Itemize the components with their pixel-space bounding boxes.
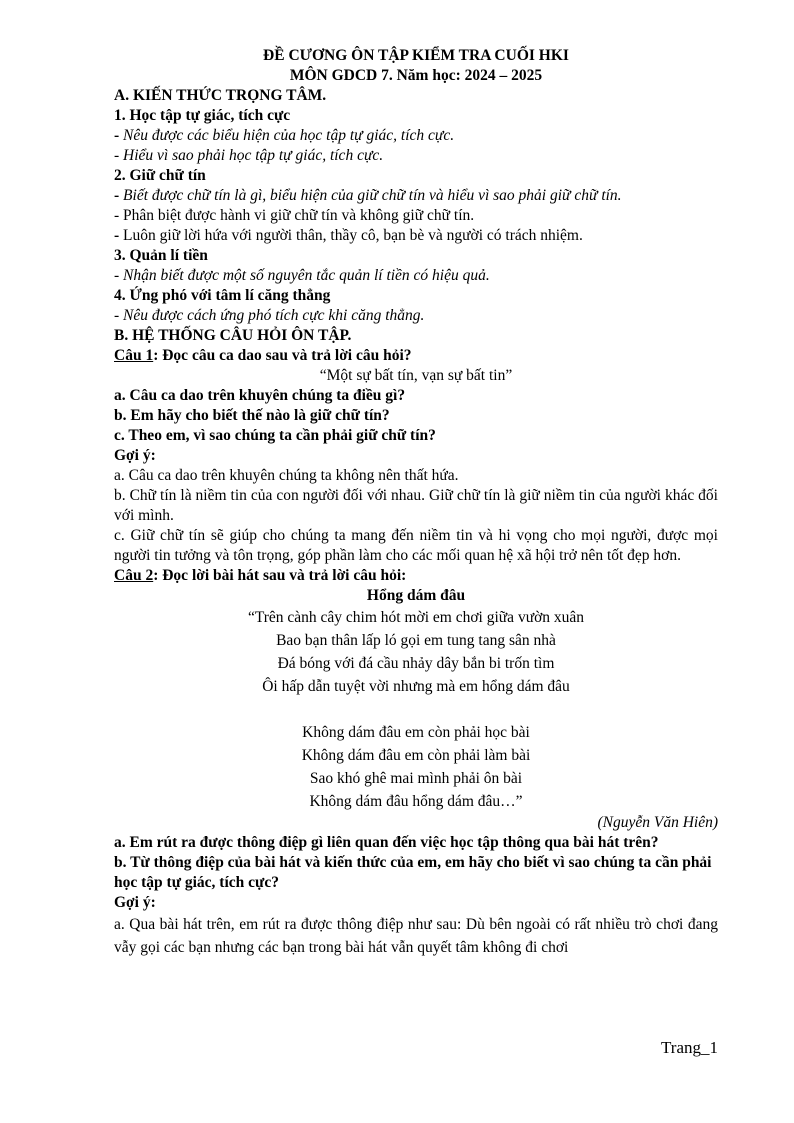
- question-2-answer-a: a. Qua bài hát trên, em rút ra được thông điệp như sau: Dù bên ngoài có rất nhiều trò chơi đang vẫy gọi các bạn nhưng các bạn trong bài hát vẫn quyết tâm không đi chơi: [114, 916, 718, 956]
- stanza-gap: [114, 698, 718, 721]
- question-2-prompt-text: : Đọc lời bài hát sau và trả lời câu hỏi:: [153, 567, 407, 584]
- topic-1-line-1-text: Nêu được các biểu hiện của học tập tự giác, tích cực.: [123, 127, 455, 144]
- topic-2-line-3: [114, 226, 718, 246]
- question-1-answer-a: a. Câu ca dao trên khuyên chúng ta không nên thất hứa.: [114, 467, 459, 484]
- song-line: Bao bạn thân lấp ló gọi em tung tang sân nhà: [276, 632, 556, 649]
- topic-2-line-2: - Phân biệt được hành vi giữ chữ tín và không giữ chữ tín.: [114, 207, 475, 224]
- question-1-part-b: b. Em hãy cho biết thế nào là giữ chữ tín?: [114, 407, 390, 424]
- question-1-quote: “Một sự bất tín, vạn sự bất tin”: [319, 367, 513, 384]
- question-2-prompt: [114, 566, 718, 586]
- document-subtitle: MÔN GDCD 7. Năm học: 2024 – 2025: [289, 67, 543, 84]
- question-1-part-c: c. Theo em, vì sao chúng ta cần phải giữ chữ tín?: [114, 427, 436, 444]
- topic-2-line-1: [114, 186, 718, 206]
- song-lyrics: [114, 586, 718, 813]
- question-1-answer-c: c. Giữ chữ tín sẽ giúp cho chúng ta mang đến niềm tin và hi vọng cho mọi người, được mọi người tin tưởng và tôn trọng, góp phần làm cho các mối quan hệ xã hội trở nên tốt đẹp hơn.: [114, 527, 718, 564]
- topic-2-line-1-text: Biết được chữ tín là gì, biểu hiện của giữ chữ tín và hiểu vì sao phải giữ chữ tín.: [123, 187, 622, 204]
- song-title: Hổng dám đâu: [366, 587, 466, 604]
- question-2-part-a: a. Em rút ra được thông điệp gì liên quan đến việc học tập thông qua bài hát trên?: [114, 834, 659, 851]
- document-page: [114, 46, 718, 959]
- topic-2-line-3-text: Luôn giữ lời hứa với người thân, thầy cô, bạn bè và người có trách nhiệm.: [123, 227, 583, 244]
- song-author: (Nguyễn Văn Hiên): [597, 814, 718, 831]
- dash: -: [114, 187, 124, 204]
- topic-1-heading: 1. Học tập tự giác, tích cực: [114, 107, 291, 124]
- song-line: Không dám đâu em còn phải làm bài: [301, 747, 531, 764]
- topic-3-heading: 3. Quản lí tiền: [114, 247, 208, 264]
- question-1-hint-label: Gợi ý:: [114, 447, 156, 464]
- song-line: Không dám đâu em còn phải học bài: [302, 724, 530, 741]
- question-2-part-b: b. Từ thông điệp của bài hát và kiến thức của em, em hãy cho biết vì sao chúng ta cần phải học tập tự giác, tích cực?: [114, 854, 712, 891]
- question-1-label: Câu 1: [114, 347, 154, 364]
- song-line: “Trên cành cây chim hót mời em chơi giữa vườn xuân: [247, 609, 585, 626]
- question-2-label: Câu 2: [114, 567, 154, 584]
- question-1-part-a: a. Câu ca dao trên khuyên chúng ta điều gì?: [114, 387, 406, 404]
- topic-3-line-1: - Nhận biết được một số nguyên tắc quản lí tiền có hiệu quả.: [114, 267, 490, 284]
- question-1-prompt-text: : Đọc câu ca dao sau và trả lời câu hỏi?: [153, 347, 412, 364]
- page-number: Trang_1: [661, 1038, 718, 1057]
- topic-1-line-1: [114, 126, 718, 146]
- question-1-answer-b: b. Chữ tín là niềm tin của con người đối với nhau. Giữ chữ tín là giữ niềm tin của người khác đối với mình.: [114, 487, 718, 524]
- dash: -: [114, 227, 124, 244]
- section-a-heading: A. KIẾN THỨC TRỌNG TÂM.: [114, 87, 327, 104]
- song-line: Sao khó ghê mai mình phải ôn bài: [309, 770, 523, 787]
- document-title: ĐỀ CƯƠNG ÔN TẬP KIỂM TRA CUỐI HKI: [263, 47, 569, 64]
- topic-1-line-2: - Hiểu vì sao phải học tập tự giác, tích cực.: [114, 147, 384, 164]
- question-1-prompt: [114, 346, 718, 366]
- question-2-hint-label: Gợi ý:: [114, 894, 156, 911]
- topic-4-heading: 4. Ứng phó với tâm lí căng thẳng: [114, 287, 331, 304]
- song-line: Đá bóng với đá cầu nhảy dây bắn bi trốn tìm: [277, 655, 555, 672]
- dash: -: [114, 127, 124, 144]
- topic-4-line-1: - Nêu được cách ứng phó tích cực khi căng thẳng.: [114, 307, 425, 324]
- song-line: Ôi hấp dẫn tuyệt vời nhưng mà em hổng dám đâu: [262, 678, 570, 695]
- topic-2-heading: 2. Giữ chữ tín: [114, 167, 206, 184]
- song-line: Không dám đâu hổng dám đâu…”: [309, 793, 523, 810]
- section-b-heading: B. HỆ THỐNG CÂU HỎI ÔN TẬP.: [114, 327, 352, 344]
